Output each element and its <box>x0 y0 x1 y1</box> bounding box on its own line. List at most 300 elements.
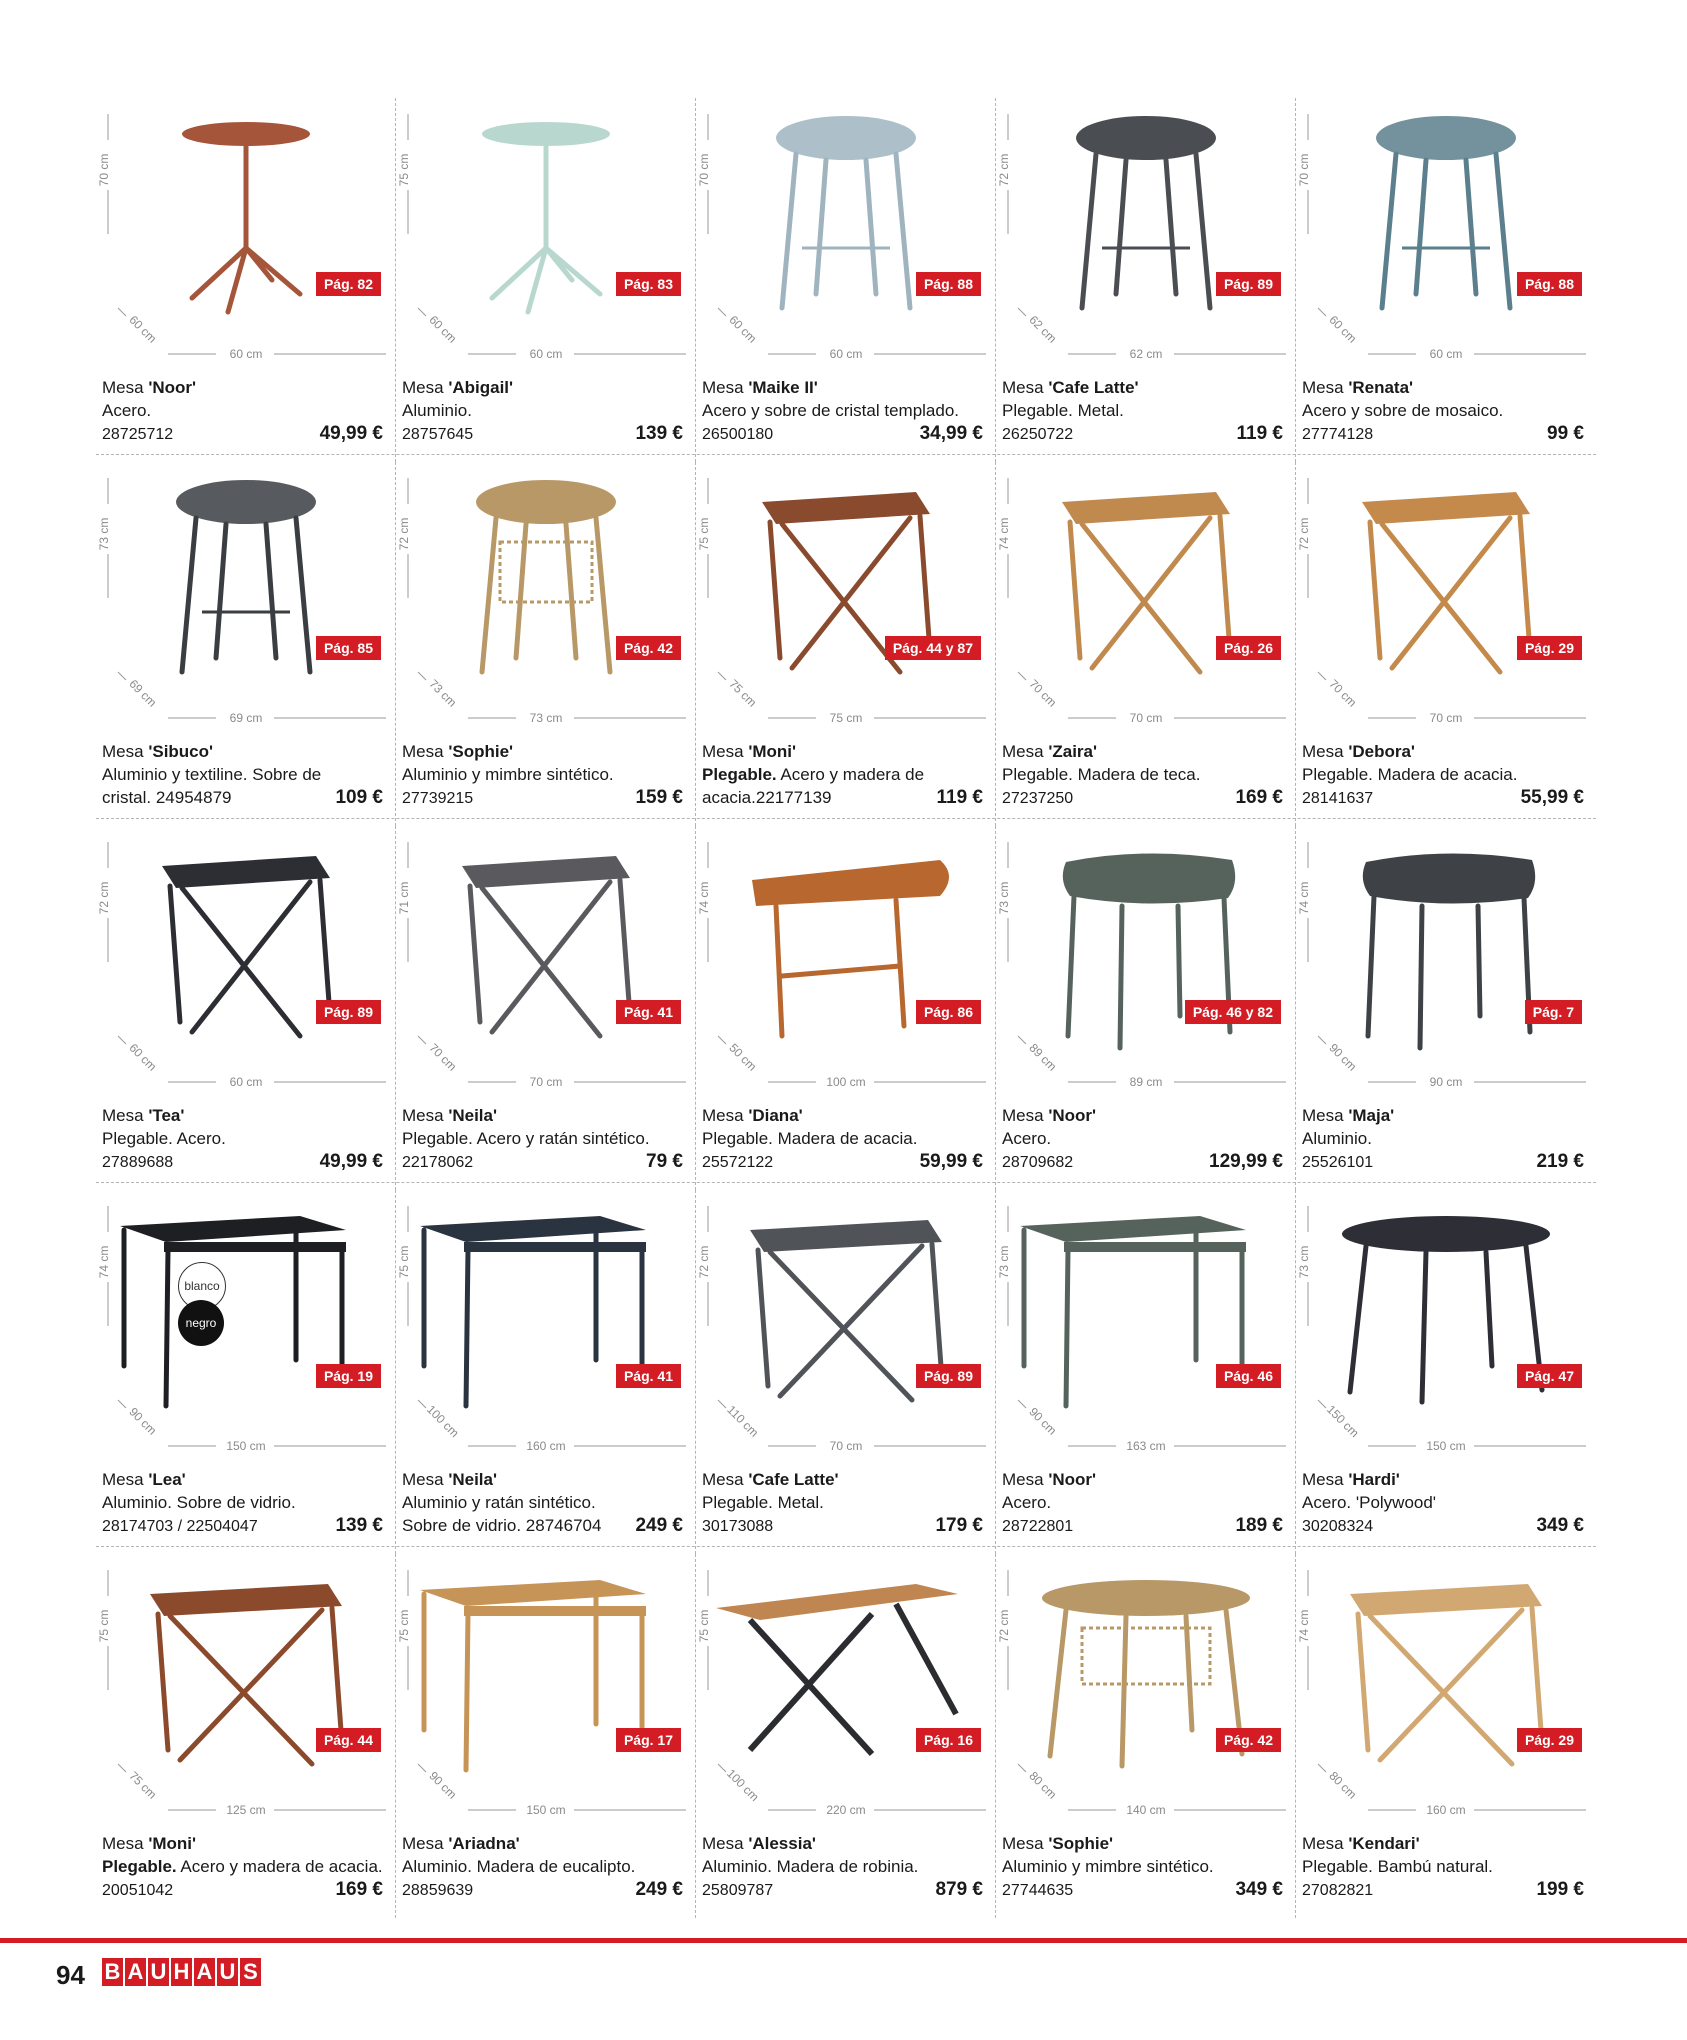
table-drawing <box>1362 492 1530 672</box>
depth-dimension: 60 cm <box>126 1040 160 1074</box>
product-card[interactable] <box>396 98 696 462</box>
page-reference-badge[interactable]: Pág. 88 <box>916 272 981 296</box>
page-reference-badge[interactable]: Pág. 46 <box>1216 1364 1281 1388</box>
product-code: 27889688 <box>102 1154 174 1171</box>
product-description-text: Aluminio y ratán sintético. Sobre de vidrio. 28746704 <box>402 1493 602 1535</box>
product-info <box>1302 1832 1584 1902</box>
product-info <box>1002 1104 1283 1174</box>
product-image[interactable] <box>696 462 996 734</box>
product-description-text: Plegable. Madera de teca. <box>1002 765 1201 784</box>
product-image[interactable] <box>996 1554 1296 1826</box>
product-prefix: Mesa <box>702 1470 744 1489</box>
depth-dimension: 80 cm <box>1326 1768 1360 1802</box>
brand-logo-letter: U <box>148 1958 169 1986</box>
code-price-line <box>1002 422 1283 446</box>
product-description-text: Aluminio. <box>402 401 472 420</box>
product-image[interactable] <box>396 826 696 1098</box>
product-name <box>102 1468 383 1491</box>
height-dimension: 70 cm <box>1297 153 1311 187</box>
page-reference-badge[interactable]: Pág. 88 <box>1517 272 1582 296</box>
product-model: 'Noor' <box>148 378 197 397</box>
width-dimension: 150 cm <box>526 1803 566 1817</box>
product-price: 189 € <box>1235 1515 1283 1536</box>
depth-dimension-line <box>1318 308 1326 316</box>
product-code: 27744635 <box>1002 1882 1074 1899</box>
table-illustration <box>396 826 696 1098</box>
product-image[interactable] <box>1296 98 1596 370</box>
page-reference-badge[interactable]: Pág. 42 <box>1216 1728 1281 1752</box>
table-drawing <box>776 116 916 308</box>
table-drawing <box>462 856 630 1036</box>
product-card[interactable] <box>696 98 996 462</box>
product-card[interactable] <box>696 1554 996 1918</box>
row-separator <box>96 454 1596 455</box>
product-image[interactable] <box>96 1554 396 1826</box>
depth-dimension: 70 cm <box>1026 676 1060 710</box>
product-price: 129,99 € <box>1209 1151 1283 1172</box>
product-prefix: Mesa <box>102 1470 144 1489</box>
table-drawing <box>482 122 610 312</box>
width-dimension: 70 cm <box>529 1075 563 1089</box>
product-description <box>702 1855 983 1878</box>
page-reference-badge[interactable]: Pág. 29 <box>1517 1728 1582 1752</box>
page-reference-badge[interactable]: Pág. 85 <box>316 636 381 660</box>
height-dimension: 74 cm <box>997 517 1011 551</box>
product-description <box>1002 1855 1283 1878</box>
depth-dimension-line <box>118 308 126 316</box>
product-code: 28722801 <box>1002 1518 1074 1535</box>
code-price-line <box>102 1514 383 1538</box>
product-card[interactable] <box>396 1554 696 1918</box>
product-model: 'Sibuco' <box>148 742 214 761</box>
product-description <box>1002 763 1283 786</box>
product-description-text: Acero y madera de acacia. <box>176 1857 383 1876</box>
page-reference-badge[interactable]: Pág. 89 <box>1216 272 1281 296</box>
product-info <box>1302 1104 1584 1174</box>
page-reference-badge[interactable]: Pág. 26 <box>1216 636 1281 660</box>
product-description <box>102 1491 383 1514</box>
product-image[interactable] <box>96 826 396 1098</box>
product-description-wrap <box>402 1491 629 1537</box>
height-dimension: 75 cm <box>397 1609 411 1643</box>
product-description-text: Aluminio y textiline. Sobre de cristal. 24954879 <box>102 765 322 807</box>
depth-dimension-line <box>1018 308 1026 316</box>
product-name <box>702 1104 983 1127</box>
product-model: 'Renata' <box>1348 378 1414 397</box>
width-dimension: 70 cm <box>1429 711 1463 725</box>
product-description-text: Aluminio. Madera de robinia. <box>702 1857 919 1876</box>
brand-logo-letter: A <box>125 1958 146 1986</box>
height-dimension: 73 cm <box>97 517 111 551</box>
product-price: 34,99 € <box>919 423 983 444</box>
product-prefix: Mesa <box>402 742 444 761</box>
product-image[interactable] <box>696 1554 996 1826</box>
code-price-line <box>1002 1150 1283 1174</box>
product-price: 79 € <box>646 1151 683 1172</box>
product-name <box>102 376 383 399</box>
product-name <box>102 740 383 763</box>
brand-logo-letter: U <box>217 1958 238 1986</box>
product-name <box>702 740 983 763</box>
product-code: 26250722 <box>1002 426 1074 443</box>
product-description-text: Plegable. Madera de acacia. <box>702 1129 918 1148</box>
table-illustration <box>996 1554 1296 1826</box>
product-price: 349 € <box>1536 1515 1584 1536</box>
product-model: 'Cafe Latte' <box>748 1470 839 1489</box>
product-prefix: Mesa <box>1302 378 1344 397</box>
product-name <box>402 1104 683 1127</box>
product-price: 349 € <box>1235 1879 1283 1900</box>
product-model: 'Maja' <box>1348 1106 1395 1125</box>
product-price: 879 € <box>935 1879 983 1900</box>
depth-dimension-line <box>1318 1400 1326 1408</box>
product-info <box>702 376 983 446</box>
width-dimension: 60 cm <box>229 347 263 361</box>
depth-dimension-line <box>118 1764 126 1772</box>
product-code: 28859639 <box>402 1882 474 1899</box>
product-image[interactable] <box>396 1554 696 1826</box>
product-card[interactable] <box>96 826 396 1190</box>
height-dimension: 72 cm <box>697 1245 711 1279</box>
product-info <box>402 1832 683 1902</box>
product-code: 27237250 <box>1002 790 1074 807</box>
depth-dimension: 50 cm <box>726 1040 760 1074</box>
page-reference-badge[interactable]: Pág. 19 <box>316 1364 381 1388</box>
table-illustration <box>396 1190 696 1462</box>
height-dimension: 74 cm <box>97 1245 111 1279</box>
product-description <box>102 763 383 809</box>
product-image[interactable] <box>1296 462 1596 734</box>
product-name <box>1302 376 1584 399</box>
width-dimension: 89 cm <box>1129 1075 1163 1089</box>
height-dimension: 73 cm <box>1297 1245 1311 1279</box>
page-reference-badge[interactable]: Pág. 42 <box>616 636 681 660</box>
product-info <box>102 740 383 809</box>
product-card[interactable] <box>996 1190 1296 1554</box>
brand-logo-letter: B <box>102 1958 123 1986</box>
product-description-text: Plegable. Acero. <box>102 1129 226 1148</box>
product-image[interactable] <box>96 1190 396 1462</box>
product-model: 'Alessia' <box>748 1834 816 1853</box>
width-dimension: 100 cm <box>826 1075 866 1089</box>
product-code: 28757645 <box>402 426 474 443</box>
product-image[interactable] <box>996 462 1296 734</box>
product-description <box>102 1127 383 1150</box>
depth-dimension: 90 cm <box>1026 1404 1060 1438</box>
product-description-text: Plegable. Metal. <box>1002 401 1124 420</box>
product-prefix: Mesa <box>702 378 744 397</box>
product-description-text: Aluminio. Madera de eucalipto. <box>402 1857 636 1876</box>
product-card[interactable] <box>1296 826 1596 1190</box>
product-card[interactable] <box>96 462 396 826</box>
product-card[interactable] <box>696 826 996 1190</box>
product-model: 'Hardi' <box>1348 1470 1400 1489</box>
code-price-line <box>402 1150 683 1174</box>
width-dimension: 60 cm <box>529 347 563 361</box>
product-card[interactable] <box>696 462 996 826</box>
depth-dimension-line <box>718 672 726 680</box>
product-model: 'Sophie' <box>1048 1834 1114 1853</box>
product-description-text: Acero. <box>102 401 152 420</box>
product-name <box>102 1104 383 1127</box>
brand-logo-letter: S <box>240 1958 261 1986</box>
table-illustration <box>996 462 1296 734</box>
depth-dimension-line <box>1018 1764 1026 1772</box>
page-reference-badge[interactable]: Pág. 41 <box>616 1364 681 1388</box>
product-code: 27739215 <box>402 790 474 807</box>
depth-dimension: 60 cm <box>1326 312 1360 346</box>
product-price: 139 € <box>335 1515 383 1536</box>
depth-dimension-line <box>418 308 426 316</box>
product-description <box>102 399 383 422</box>
code-price-line <box>702 422 983 446</box>
page-reference-badge[interactable]: Pág. 44 y 87 <box>885 636 981 660</box>
depth-dimension: 80 cm <box>1026 1768 1060 1802</box>
product-model: 'Cafe Latte' <box>1048 378 1139 397</box>
page-reference-badge[interactable]: Pág. 86 <box>916 1000 981 1024</box>
depth-dimension-line <box>1318 1036 1326 1044</box>
product-description-text: Acero y sobre de mosaico. <box>1302 401 1504 420</box>
product-image[interactable] <box>1296 1554 1596 1826</box>
height-dimension: 72 cm <box>397 517 411 551</box>
product-image[interactable] <box>396 462 696 734</box>
product-description-text: Acero. <box>1002 1493 1052 1512</box>
depth-dimension-line <box>1018 1036 1026 1044</box>
page-reference-badge[interactable]: Pág. 46 y 82 <box>1185 1000 1281 1024</box>
product-code: 27774128 <box>1302 426 1374 443</box>
width-dimension: 160 cm <box>1426 1803 1466 1817</box>
product-info <box>402 740 683 810</box>
product-card[interactable] <box>996 1554 1296 1918</box>
product-image[interactable] <box>996 826 1296 1098</box>
product-code: 26500180 <box>702 426 774 443</box>
product-name <box>1302 1832 1584 1855</box>
product-card[interactable] <box>696 1190 996 1554</box>
brand-logo[interactable] <box>102 1958 261 1986</box>
color-swatch[interactable]: negro <box>178 1300 224 1346</box>
product-image[interactable] <box>1296 826 1596 1098</box>
product-card[interactable] <box>996 462 1296 826</box>
page-reference-badge[interactable]: Pág. 82 <box>316 272 381 296</box>
code-price-line <box>1302 1878 1584 1902</box>
product-image[interactable] <box>396 98 696 370</box>
product-image[interactable] <box>396 1190 696 1462</box>
table-illustration <box>696 826 996 1098</box>
table-drawing <box>1020 1216 1246 1406</box>
depth-dimension-line <box>1318 1764 1326 1772</box>
product-description <box>1002 1127 1283 1150</box>
depth-dimension: 75 cm <box>726 676 760 710</box>
row-separator <box>96 818 1596 819</box>
product-code: 28709682 <box>1002 1154 1074 1171</box>
table-drawing <box>120 1216 346 1406</box>
product-model: 'Kendari' <box>1348 1834 1420 1853</box>
depth-dimension: 70 cm <box>426 1040 460 1074</box>
product-price: 179 € <box>935 1515 983 1536</box>
product-info <box>702 1832 983 1902</box>
product-description-text: Plegable. Madera de acacia. <box>1302 765 1518 784</box>
product-image[interactable] <box>696 1190 996 1462</box>
height-dimension: 73 cm <box>997 1245 1011 1279</box>
product-card[interactable] <box>1296 98 1596 462</box>
product-info <box>702 1104 983 1174</box>
product-card[interactable] <box>96 1554 396 1918</box>
width-dimension: 150 cm <box>1426 1439 1466 1453</box>
depth-dimension-line <box>1318 672 1326 680</box>
product-info <box>402 1104 683 1174</box>
height-dimension: 72 cm <box>997 153 1011 187</box>
depth-dimension: 73 cm <box>426 676 460 710</box>
code-price-line <box>1302 786 1584 810</box>
table-drawing <box>1062 492 1230 672</box>
depth-dimension-line <box>718 1764 726 1772</box>
table-illustration <box>96 1190 396 1462</box>
product-card[interactable] <box>996 98 1296 462</box>
product-description-text: Aluminio y mimbre sintético. <box>402 765 614 784</box>
depth-dimension: 60 cm <box>126 312 160 346</box>
product-prefix: Mesa <box>1002 1834 1044 1853</box>
product-description <box>702 1127 983 1150</box>
product-model: 'Moni' <box>748 742 797 761</box>
height-dimension: 75 cm <box>97 1609 111 1643</box>
height-dimension: 75 cm <box>397 153 411 187</box>
table-illustration <box>96 98 396 370</box>
product-code: 27082821 <box>1302 1882 1374 1899</box>
table-illustration <box>696 1190 996 1462</box>
product-info <box>1302 740 1584 810</box>
product-card[interactable] <box>1296 462 1596 826</box>
product-price: 99 € <box>1547 423 1584 444</box>
depth-dimension-line <box>418 1400 426 1408</box>
width-dimension: 73 cm <box>529 711 563 725</box>
product-info <box>702 1468 983 1538</box>
depth-dimension: 150 cm <box>1323 1402 1362 1441</box>
page-reference-badge[interactable]: Pág. 29 <box>1517 636 1582 660</box>
code-price-line <box>102 1878 383 1902</box>
page-reference-badge[interactable]: Pág. 89 <box>316 1000 381 1024</box>
product-card[interactable] <box>96 1190 396 1554</box>
product-model: 'Maike II' <box>748 378 818 397</box>
product-image[interactable] <box>996 1190 1296 1462</box>
product-name <box>702 1832 983 1855</box>
product-description-text: Acero. <box>1002 1129 1052 1148</box>
product-image[interactable] <box>696 826 996 1098</box>
product-prefix: Mesa <box>1302 1834 1344 1853</box>
page-reference-badge[interactable]: Pág. 41 <box>616 1000 681 1024</box>
width-dimension: 70 cm <box>1129 711 1163 725</box>
table-illustration <box>1296 1554 1596 1826</box>
product-description-text: Plegable. Bambú natural. <box>1302 1857 1493 1876</box>
product-code: 30208324 <box>1302 1518 1374 1535</box>
table-drawing <box>176 480 316 672</box>
product-description <box>1302 1855 1584 1878</box>
product-card[interactable] <box>1296 1190 1596 1554</box>
product-price: 59,99 € <box>919 1151 983 1172</box>
product-code: 22178062 <box>402 1154 474 1171</box>
depth-dimension: 60 cm <box>426 312 460 346</box>
product-card[interactable] <box>396 462 696 826</box>
product-description <box>402 399 683 422</box>
product-description <box>702 1491 983 1514</box>
width-dimension: 90 cm <box>1429 1075 1463 1089</box>
depth-dimension-line <box>418 1036 426 1044</box>
product-prefix: Mesa <box>402 378 444 397</box>
product-image[interactable] <box>1296 1190 1596 1462</box>
product-model: 'Tea' <box>148 1106 185 1125</box>
width-dimension: 69 cm <box>229 711 263 725</box>
product-card[interactable] <box>396 1190 696 1554</box>
product-description-text: Aluminio. Sobre de vidrio. <box>102 1493 296 1512</box>
code-price-line <box>402 422 683 446</box>
product-model: 'Abigail' <box>448 378 514 397</box>
product-description-bold: Plegable. <box>102 1857 177 1876</box>
product-info <box>1002 376 1283 446</box>
table-drawing <box>162 856 330 1036</box>
page-reference-badge[interactable]: Pág. 7 <box>1525 1000 1582 1024</box>
product-card[interactable] <box>396 826 696 1190</box>
depth-dimension-line <box>718 308 726 316</box>
product-price: 49,99 € <box>319 1151 383 1172</box>
page-reference-badge[interactable]: Pág. 16 <box>916 1728 981 1752</box>
table-illustration <box>96 462 396 734</box>
product-info <box>1002 1468 1283 1538</box>
product-image[interactable] <box>996 98 1296 370</box>
depth-dimension: 62 cm <box>1026 312 1060 346</box>
row-separator <box>96 1182 1596 1183</box>
product-card[interactable] <box>96 98 396 462</box>
product-prefix: Mesa <box>1002 1106 1044 1125</box>
page-reference-badge[interactable]: Pág. 47 <box>1517 1364 1582 1388</box>
code-price-line <box>702 1150 983 1174</box>
product-model: 'Noor' <box>1048 1470 1097 1489</box>
product-info <box>1002 740 1283 810</box>
page-reference-badge[interactable]: Pág. 89 <box>916 1364 981 1388</box>
product-description <box>402 1491 683 1537</box>
product-info <box>402 1468 683 1537</box>
product-card[interactable] <box>996 826 1296 1190</box>
product-prefix: Mesa <box>702 742 744 761</box>
product-name <box>1002 1832 1283 1855</box>
product-image[interactable] <box>696 98 996 370</box>
depth-dimension: 90 cm <box>126 1404 160 1438</box>
page-reference-badge[interactable]: Pág. 17 <box>616 1728 681 1752</box>
width-dimension: 125 cm <box>226 1803 266 1817</box>
product-description-text: Aluminio. <box>1302 1129 1372 1148</box>
product-code: 25526101 <box>1302 1154 1374 1171</box>
depth-dimension: 75 cm <box>126 1768 160 1802</box>
product-price: 159 € <box>635 787 683 808</box>
table-illustration <box>1296 1190 1596 1462</box>
code-price-line <box>702 1514 983 1538</box>
product-price: 219 € <box>1536 1151 1584 1172</box>
color-swatch[interactable]: blanco <box>178 1262 226 1310</box>
product-card[interactable] <box>1296 1554 1596 1918</box>
product-price: 139 € <box>635 423 683 444</box>
table-illustration <box>1296 462 1596 734</box>
table-illustration <box>96 826 396 1098</box>
table-drawing <box>1363 853 1535 1048</box>
depth-dimension: 90 cm <box>1326 1040 1360 1074</box>
page-reference-badge[interactable]: Pág. 44 <box>316 1728 381 1752</box>
code-price-line <box>1002 786 1283 810</box>
page-reference-badge[interactable]: Pág. 83 <box>616 272 681 296</box>
product-description-text: Plegable. Acero y ratán sintético. <box>402 1129 650 1148</box>
product-image[interactable] <box>96 462 396 734</box>
product-image[interactable] <box>96 98 396 370</box>
product-description-text: Acero y sobre de cristal templado. <box>702 401 960 420</box>
table-drawing <box>1350 1584 1542 1764</box>
product-price: 199 € <box>1536 1879 1584 1900</box>
